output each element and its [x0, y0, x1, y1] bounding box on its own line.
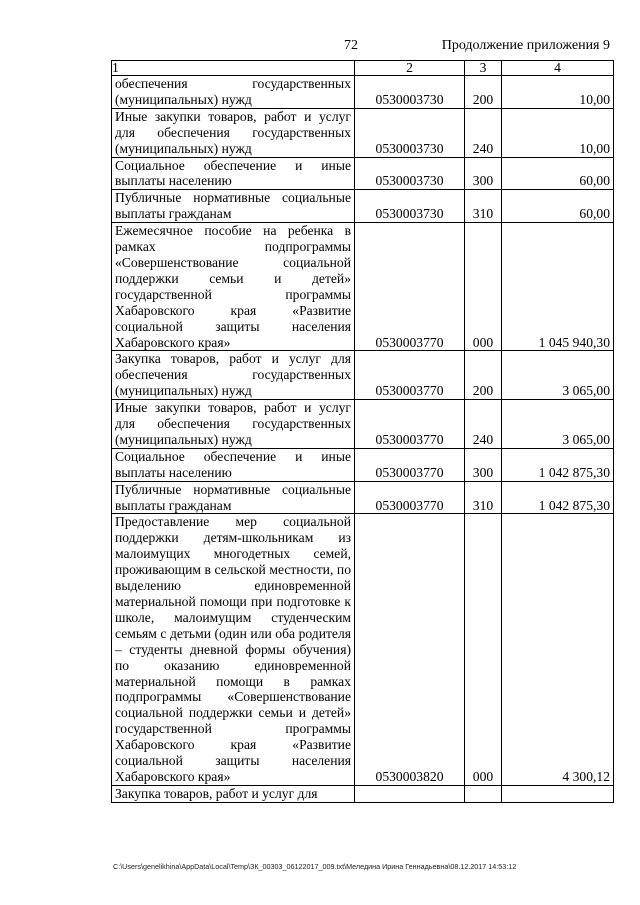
row-name-cell: Закупка товаров, работ и услуг для [112, 785, 355, 802]
table-row [112, 351, 614, 400]
row-amount-cell: 1 042 875,30 [502, 448, 614, 481]
table-row [112, 157, 614, 190]
row-amount-cell: 10,00 [502, 108, 614, 157]
table-body [112, 76, 614, 803]
row-type-cell: 200 [465, 76, 502, 109]
row-type-cell [465, 785, 502, 802]
continuation-label: Продолжение приложения 9 [441, 38, 610, 53]
column-header-3: 3 [465, 61, 502, 76]
row-amount-cell: 3 065,00 [502, 351, 614, 400]
table-row [112, 785, 614, 802]
row-code-cell: 0530003770 [355, 481, 465, 514]
row-amount-cell: 3 065,00 [502, 400, 614, 449]
row-type-cell: 000 [465, 223, 502, 351]
table-row [112, 223, 614, 351]
row-code-cell: 0530003820 [355, 514, 465, 785]
row-code-cell: 0530003770 [355, 351, 465, 400]
table-row [112, 108, 614, 157]
page-number: 72 [344, 38, 358, 53]
row-name-cell: Социальное обеспечение и иные выплаты населению [112, 448, 355, 481]
row-code-cell: 0530003770 [355, 400, 465, 449]
row-name-cell: Социальное обеспечение и иные выплаты населению [112, 157, 355, 190]
row-amount-cell: 60,00 [502, 157, 614, 190]
table-row [112, 448, 614, 481]
table-row [112, 514, 614, 785]
row-name-cell: Публичные нормативные социальные выплаты гражданам [112, 190, 355, 223]
row-type-cell: 240 [465, 108, 502, 157]
row-code-cell: 0530003730 [355, 108, 465, 157]
row-type-cell: 000 [465, 514, 502, 785]
row-code-cell: 0530003730 [355, 76, 465, 109]
row-code-cell: 0530003770 [355, 448, 465, 481]
table-row [112, 400, 614, 449]
budget-table [111, 60, 614, 803]
column-header-1: 1 [112, 61, 355, 76]
row-code-cell [355, 785, 465, 802]
row-type-cell: 310 [465, 481, 502, 514]
column-header-2: 2 [355, 61, 465, 76]
row-type-cell: 300 [465, 448, 502, 481]
row-name-cell: Иные закупки товаров, работ и услуг для обеспечения государственных (муниципальных) нужд [112, 108, 355, 157]
table-row [112, 481, 614, 514]
row-type-cell: 300 [465, 157, 502, 190]
row-type-cell: 310 [465, 190, 502, 223]
row-name-cell: Предоставление мер социальной поддержки детям-школьникам из малоимущих многодетных семей, проживающим в сельской местности, по выделению единовременной материальной помощи при подготовке к школе, малоимущим студенческим семьям с детьми (один или оба родителя – студенты дневной формы обучения) по оказанию единовременной материальной помощи в рамках подпрограммы «Совершенствование социальной поддержки семьи и детей» государственной программы Хабаровского края «Развитие социальной защиты населения Хабаровского края» [112, 514, 355, 785]
row-type-cell: 200 [465, 351, 502, 400]
row-name-cell: Иные закупки товаров, работ и услуг для обеспечения государственных (муниципальных) нужд [112, 400, 355, 449]
table-row [112, 76, 614, 109]
footer-path: C:\Users\genelikhina\AppData\Local\Temp\ЗК_00303_06122017_009.txt\Меледина Ирина Геннадьевна\08.12.2017 14:53:12 [113, 862, 517, 871]
row-amount-cell: 4 300,12 [502, 514, 614, 785]
column-header-4: 4 [502, 61, 614, 76]
row-amount-cell: 1 042 875,30 [502, 481, 614, 514]
table-header-row [112, 61, 614, 76]
row-code-cell: 0530003730 [355, 157, 465, 190]
row-name-cell: Закупка товаров, работ и услуг для обеспечения государственных (муниципальных) нужд [112, 351, 355, 400]
row-name-cell: Публичные нормативные социальные выплаты гражданам [112, 481, 355, 514]
row-name-cell: обеспечения государственных (муниципальных) нужд [112, 76, 355, 109]
row-code-cell: 0530003730 [355, 190, 465, 223]
table-row [112, 190, 614, 223]
row-amount-cell [502, 785, 614, 802]
row-amount-cell: 10,00 [502, 76, 614, 109]
row-code-cell: 0530003770 [355, 223, 465, 351]
row-amount-cell: 60,00 [502, 190, 614, 223]
row-amount-cell: 1 045 940,30 [502, 223, 614, 351]
row-type-cell: 240 [465, 400, 502, 449]
row-name-cell: Ежемесячное пособие на ребенка в рамках подпрограммы «Совершенствование социальной поддержки семьи и детей» государственной программы Хабаровского края «Развитие социальной защиты населения Хабаровского края» [112, 223, 355, 351]
